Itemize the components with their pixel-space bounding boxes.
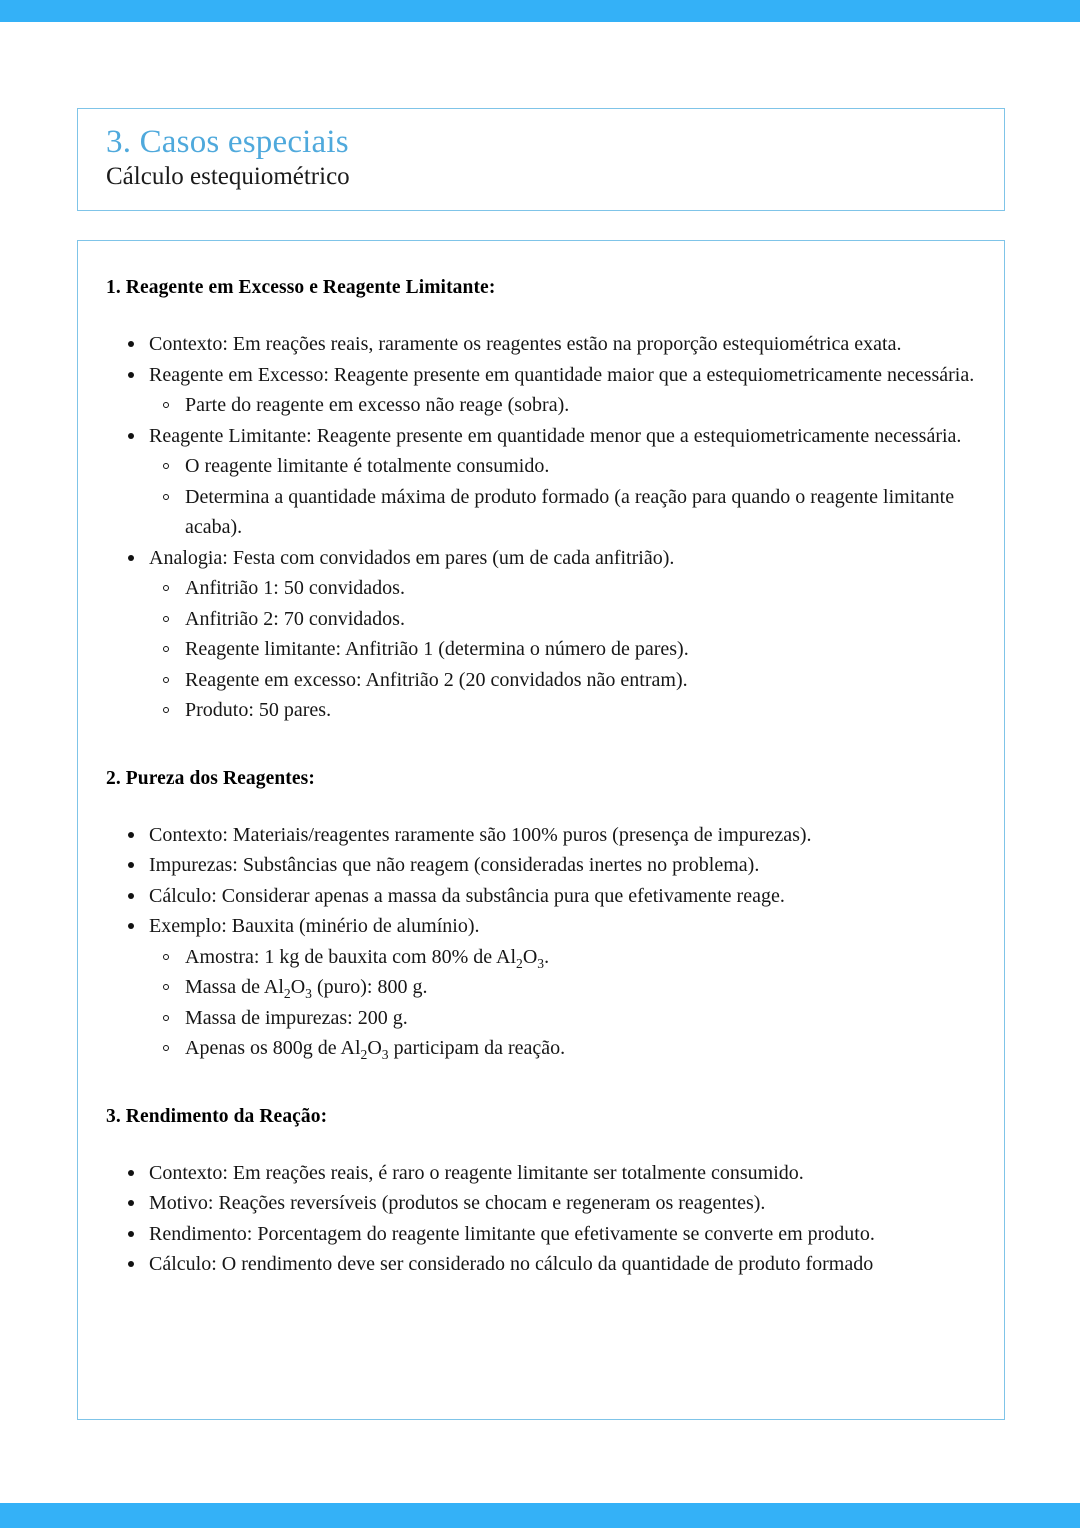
sub-list-item-text: Parte do reagente em excesso não reage (sobra). bbox=[185, 394, 570, 416]
section-heading: 2. Pureza dos Reagentes: bbox=[106, 767, 315, 789]
list-item bbox=[106, 543, 980, 726]
section-heading: 3. Rendimento da Reação: bbox=[106, 1105, 328, 1127]
list-item-text: Reagente Limitante: Reagente presente em quantidade menor que a estequiometricamente necessária. bbox=[149, 421, 980, 452]
content-body bbox=[78, 241, 1004, 1280]
sub-list-item-text: Massa de impurezas: 200 g. bbox=[185, 1006, 408, 1029]
spacer bbox=[106, 1128, 980, 1158]
sub-list-item bbox=[149, 1033, 980, 1064]
page-title: 3. Casos especiais bbox=[106, 124, 349, 160]
list-item bbox=[106, 421, 980, 543]
sub-list-item-text: Apenas os 800g de $Al_2O_3$ participam da reação. bbox=[185, 1037, 566, 1062]
sub-list-item-text: Reagente limitante: Anfitrião 1 (determina o número de pares). bbox=[185, 638, 689, 660]
list-item-text: Contexto: Em reações reais, é raro o reagente limitante ser totalmente consumido. bbox=[149, 1158, 980, 1189]
bullet-list bbox=[106, 1158, 980, 1280]
sub-list-item bbox=[149, 665, 980, 696]
list-item-text: Cálculo: Considerar apenas a massa da substância pura que efetivamente reage. bbox=[149, 881, 980, 912]
sub-list-item bbox=[149, 451, 980, 482]
list-item-text: Contexto: Em reações reais, raramente os reagentes estão na proporção estequiométrica exata. bbox=[149, 329, 980, 360]
spacer bbox=[106, 790, 980, 820]
page-subtitle: Cálculo estequiométrico bbox=[106, 163, 350, 190]
list-item bbox=[106, 1219, 980, 1250]
sub-bullet-list bbox=[149, 451, 980, 543]
list-item bbox=[106, 911, 980, 1064]
page-bottom-accent-bar bbox=[0, 1503, 1080, 1528]
header-content bbox=[78, 109, 1004, 192]
sub-list-item bbox=[149, 390, 980, 421]
list-item-text: Contexto: Materiais/reagentes raramente são 100% puros (presença de impurezas). bbox=[149, 820, 980, 851]
list-item bbox=[106, 329, 980, 360]
list-item bbox=[106, 850, 980, 881]
sub-bullet-list bbox=[149, 573, 980, 726]
sub-list-item bbox=[149, 942, 980, 973]
spacer bbox=[106, 299, 980, 329]
sub-list-item bbox=[149, 573, 980, 604]
sub-bullet-list bbox=[149, 942, 980, 1064]
list-item-text: Reagente em Excesso: Reagente presente em quantidade maior que a estequiometricamente necessária. bbox=[149, 360, 980, 391]
bullet-list bbox=[106, 329, 980, 726]
sub-bullet-list bbox=[149, 390, 980, 421]
list-item bbox=[106, 1249, 980, 1280]
sub-list-item-text: O reagente limitante é totalmente consumido. bbox=[185, 455, 550, 477]
content-box bbox=[77, 240, 1005, 1420]
sub-list-item-text: Massa de $Al_2O_3$ (puro): 800 g. bbox=[185, 976, 428, 1001]
list-item bbox=[106, 820, 980, 851]
list-item-text: Cálculo: O rendimento deve ser considerado no cálculo da quantidade de produto formado bbox=[149, 1249, 980, 1280]
section-heading: 1. Reagente em Excesso e Reagente Limitante: bbox=[106, 277, 496, 298]
sub-list-item-text: Anfitrião 1: 50 convidados. bbox=[185, 577, 405, 599]
sub-list-item-text: Reagente em excesso: Anfitrião 2 (20 convidados não entram). bbox=[185, 668, 688, 691]
sub-list-item-text: Amostra: 1 kg de bauxita com 80% de $Al_2O_3$. bbox=[185, 945, 550, 971]
list-item-text: Analogia: Festa com convidados em pares (um de cada anfitrião). bbox=[149, 543, 980, 574]
list-item bbox=[106, 881, 980, 912]
list-item-text: Exemplo: Bauxita (minério de alumínio). bbox=[149, 911, 980, 942]
sub-list-item bbox=[149, 482, 980, 543]
spacer bbox=[106, 1064, 980, 1106]
page-top-accent-bar bbox=[0, 0, 1080, 22]
list-item bbox=[106, 1188, 980, 1219]
bullet-list bbox=[106, 820, 980, 1064]
header-box bbox=[77, 108, 1005, 211]
list-item bbox=[106, 1158, 980, 1189]
sub-list-item-text: Produto: 50 pares. bbox=[185, 699, 332, 721]
list-item-text: Rendimento: Porcentagem do reagente limitante que efetivamente se converte em produto. bbox=[149, 1219, 980, 1250]
sub-list-item bbox=[149, 972, 980, 1003]
list-item bbox=[106, 360, 980, 421]
sub-list-item bbox=[149, 604, 980, 635]
sub-list-item bbox=[149, 634, 980, 665]
sub-list-item bbox=[149, 695, 980, 726]
sub-list-item-text: Anfitrião 2: 70 convidados. bbox=[185, 607, 405, 630]
sub-list-item-text: Determina a quantidade máxima de produto formado (a reação para quando o reagente limitante acaba). bbox=[185, 485, 955, 538]
list-item-text: Impurezas: Substâncias que não reagem (consideradas inertes no problema). bbox=[149, 850, 980, 881]
spacer bbox=[106, 726, 980, 768]
list-item-text: Motivo: Reações reversíveis (produtos se chocam e regeneram os reagentes). bbox=[149, 1188, 980, 1219]
sub-list-item bbox=[149, 1003, 980, 1034]
